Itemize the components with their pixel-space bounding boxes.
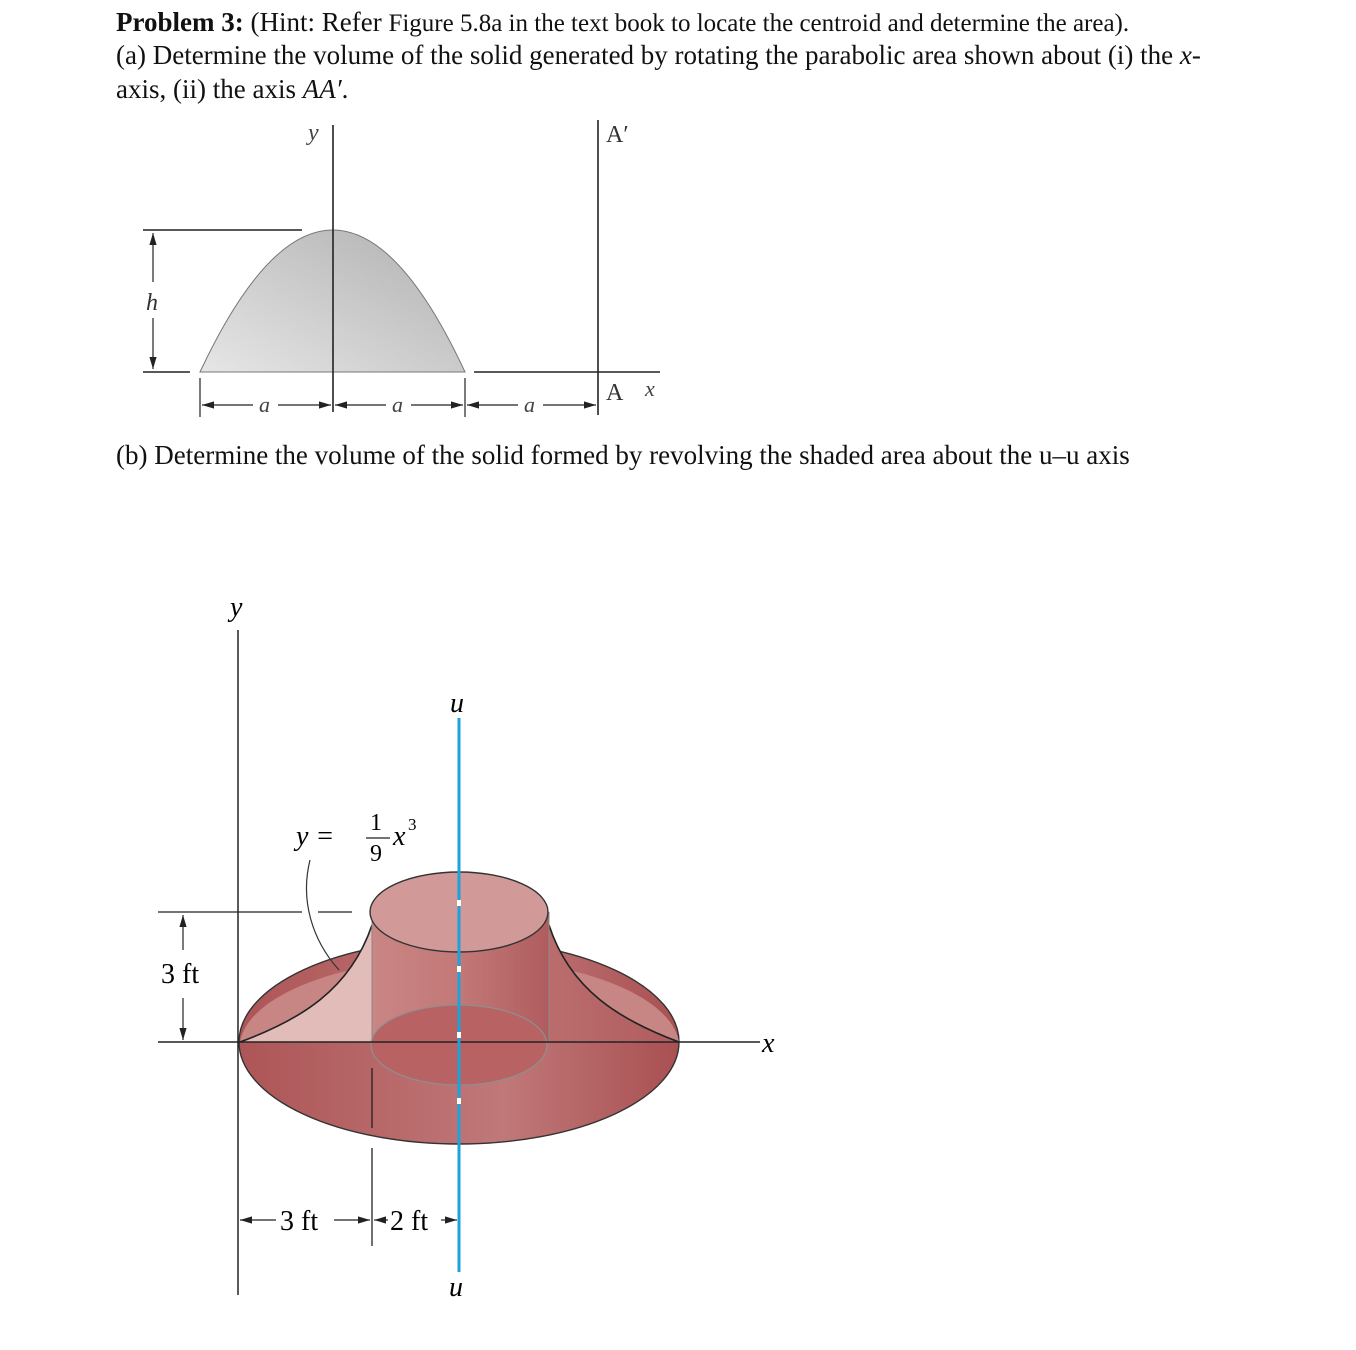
hint-open: (Hint: Refer	[250, 7, 382, 37]
equation-x: x	[393, 821, 406, 852]
equation-denominator: 9	[370, 841, 382, 867]
equation-exponent: 3	[408, 815, 417, 834]
a-label: A	[606, 380, 624, 406]
period: .	[341, 74, 349, 104]
axis-symbol: AA′	[302, 74, 342, 104]
u-bottom-label: u	[449, 1272, 463, 1303]
dim-a-3: a	[524, 392, 535, 417]
hint-text: Figure 5.8a in the text book to locate the centroid and determine the area).	[388, 10, 1130, 37]
x-axis-label: x	[645, 376, 655, 401]
a-prime-label: A′	[606, 122, 629, 148]
x-axis-label: x	[762, 1028, 775, 1059]
y-axis-label: y	[308, 120, 319, 146]
dim-right-label: 2 ft	[390, 1206, 429, 1237]
equation-numerator: 1	[370, 810, 382, 836]
hyphen: -	[1191, 40, 1201, 70]
part-a-text2: axis, (ii) the axis	[116, 74, 303, 104]
dim-a-2: a	[392, 392, 403, 417]
u-top-label: u	[450, 688, 464, 719]
problem-label: Problem 3:	[116, 7, 244, 37]
part-b-text: (b) Determine the volume of the solid formed by revolving the shaded area about the u–u axis	[116, 440, 1130, 470]
x-symbol: x	[1179, 40, 1192, 70]
part-a-text: (a) Determine the volume of the solid generated by rotating the parabolic area shown about (i) the	[116, 40, 1180, 70]
equation-leader	[307, 860, 339, 970]
h-label: h	[146, 290, 158, 316]
equation-y: y =	[296, 821, 335, 852]
height-label: 3 ft	[161, 959, 200, 990]
y-axis-label: y	[230, 592, 243, 623]
dim-a-1: a	[259, 392, 270, 417]
dim-left-label: 3 ft	[280, 1206, 319, 1237]
